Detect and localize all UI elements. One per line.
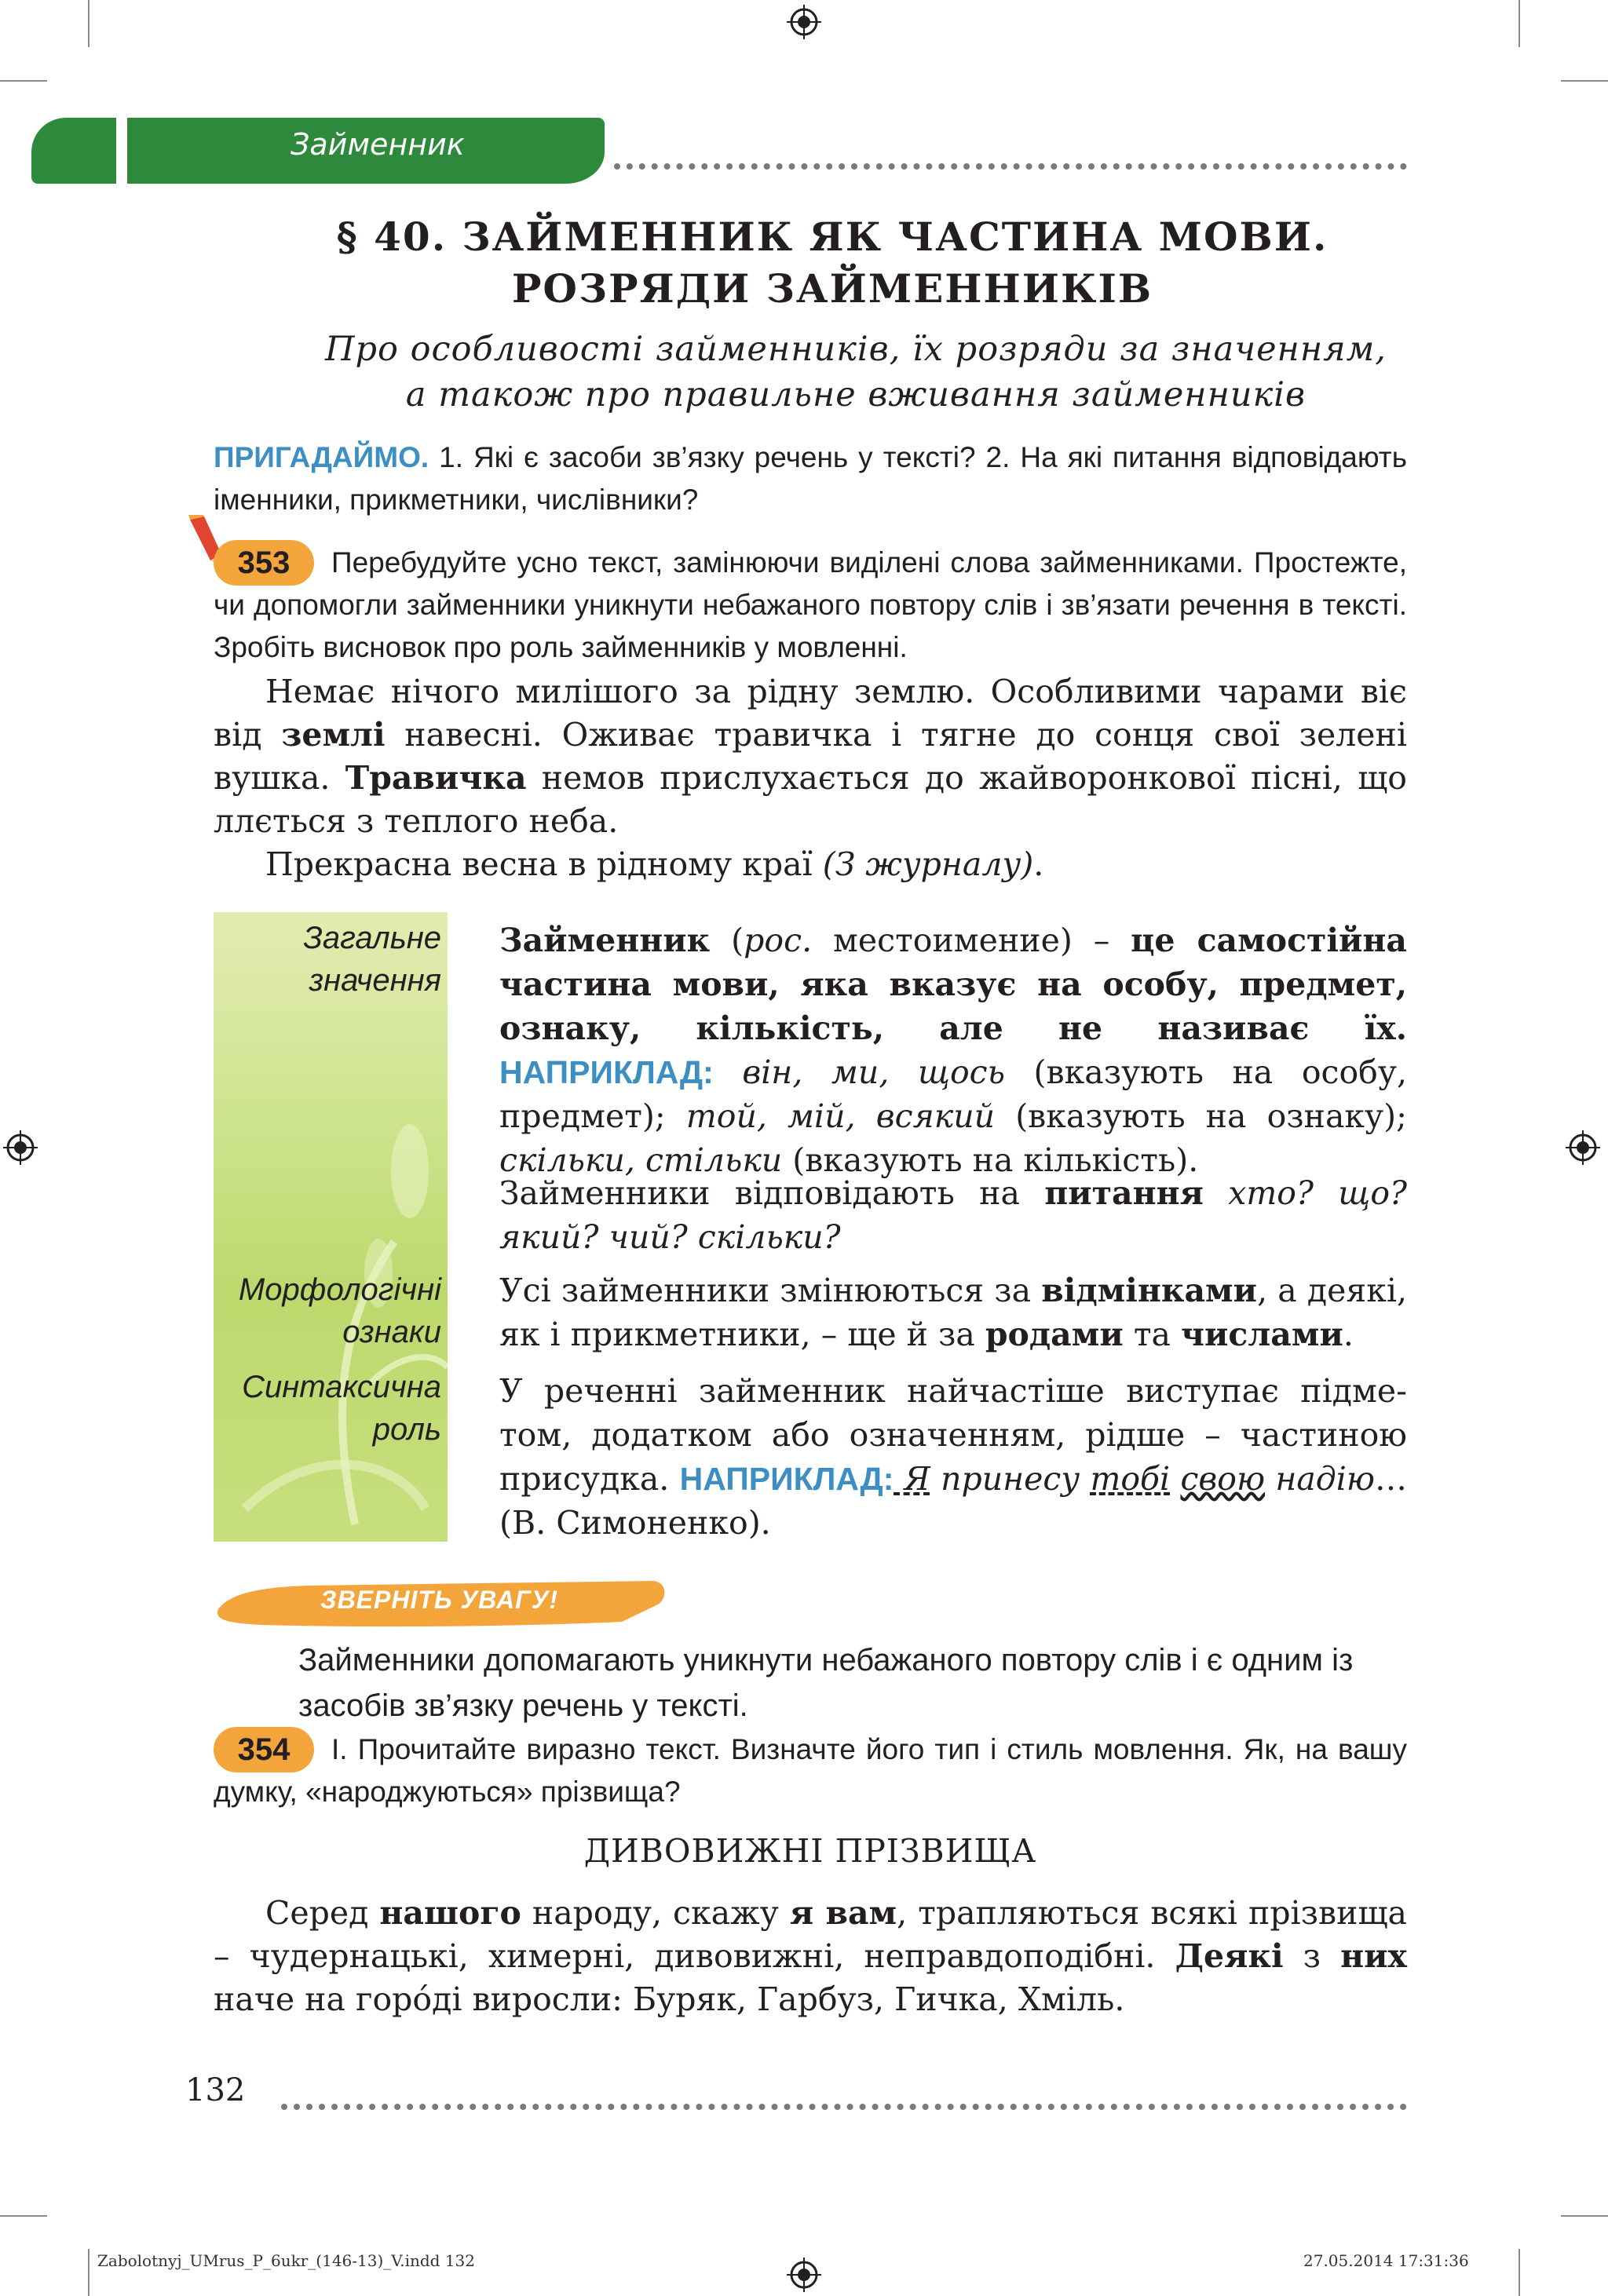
- text-fragment: рос.: [744, 922, 813, 959]
- label-line: Морфологічні: [238, 1272, 441, 1307]
- header-dotted-rule: [614, 163, 1407, 170]
- source-citation: … (В. Симоненко).: [499, 1460, 1407, 1542]
- example-words: надію: [1265, 1460, 1375, 1498]
- attention-text: Займенники допомагають уникнути небажаного повтору слів і є одним із засобів зв’язку речень у тексті.: [298, 1643, 1354, 1723]
- header-band-divider: [116, 118, 127, 184]
- footer-dotted-rule: [281, 2104, 1407, 2110]
- highlighted-word: землі: [281, 716, 386, 754]
- attention-label: ЗВЕРНІТЬ УВАГУ!: [320, 1586, 559, 1614]
- text-fragment: Серед: [265, 1894, 380, 1932]
- crop-mark: [0, 80, 47, 82]
- crop-mark: [1518, 0, 1520, 47]
- crop-mark: [88, 0, 90, 47]
- rule-label-syntax: [214, 1366, 441, 1451]
- highlighted-word: питання: [1044, 1174, 1204, 1212]
- crop-mark: [1561, 80, 1608, 82]
- page-title-line1: § 40. ЗАЙМЕННИК ЯК ЧАСТИНА МОВИ.: [336, 214, 1328, 260]
- rule-label-meaning: [214, 917, 441, 1002]
- text-fragment: (вказують на ознаку);: [995, 1097, 1407, 1135]
- text-fragment: народу, скажу: [521, 1894, 790, 1932]
- intro-line2: а також про правильне вживання займенників: [405, 375, 1306, 414]
- text-fragment: (вказують на особу, предмет);: [499, 1053, 1407, 1135]
- highlighted-word: числами: [1180, 1316, 1343, 1353]
- exercise-353-task: Перебудуйте усно текст, замінюючи виділені слова займенниками. Простежте, чи допомогли займенники уникнути небажаного повтору слів і зв’язати речення в тексті. Зробіть висновок про роль займенників у мовленні.: [214, 546, 1407, 663]
- highlighted-word: нашого: [379, 1894, 521, 1932]
- highlighted-word: Травичка: [345, 759, 527, 797]
- exercise-number-badge: 353: [214, 540, 314, 586]
- example-attribute: свою: [1180, 1460, 1266, 1498]
- text-heading: ДИВОВИЖНІ ПРІЗВИЩА: [583, 1832, 1037, 1870]
- highlighted-word: Деякі: [1175, 1937, 1284, 1975]
- label-line: Синтаксична: [242, 1370, 441, 1404]
- highlighted-word: відмінками: [1041, 1272, 1258, 1309]
- registration-mark-icon: [787, 5, 821, 39]
- text-fragment: местоимение) –: [812, 922, 1131, 959]
- definition-term: Займенник: [499, 922, 711, 959]
- text-fragment: (вказують на кількість).: [782, 1141, 1199, 1179]
- text-fragment: У реченні займенник найчастіше виступає підметом, додатком або означенням, рідше – частиною присудка.: [499, 1372, 1407, 1498]
- highlighted-word: я вам: [789, 1894, 897, 1932]
- label-line: ознаки: [342, 1315, 441, 1349]
- text-fragment: .: [1033, 845, 1044, 883]
- definition-text: це самостійна частина мови, яка вказує на особу, предмет, ознаку, кількість, але не називає їх.: [499, 922, 1407, 1047]
- recall-text: 1. Які є засоби зв’язку речень у тексті? 2. На які питання відповідають іменники, прикметники, числівники?: [214, 441, 1407, 516]
- example-words: принесу: [930, 1460, 1091, 1498]
- exercise-number-badge: 354: [214, 1727, 314, 1772]
- example-subject: Я: [894, 1460, 930, 1498]
- example-words: він, ми, щось: [713, 1053, 1005, 1091]
- section-label: Займенник: [291, 127, 465, 162]
- footer-timestamp: 27.05.2014 17:31:36: [1303, 2251, 1469, 2270]
- intro-line1: Про особливості займенників, їх розряди за значенням,: [325, 330, 1387, 369]
- text-fragment: та: [1123, 1316, 1181, 1353]
- exercise-353-text: [214, 670, 1407, 843]
- source-citation: (З журналу): [822, 845, 1034, 883]
- text-fragment: Немає нічого милішого за рідну землю. Особливими чарами віє від: [214, 673, 1407, 754]
- text-fragment: , а деякі, як і прикметники, – ще й за: [499, 1272, 1407, 1353]
- page-number: 132: [185, 2072, 246, 2108]
- crop-mark: [0, 2215, 47, 2217]
- label-line: роль: [372, 1412, 441, 1447]
- text-fragment: (: [710, 922, 744, 959]
- text-fragment: [1170, 1460, 1180, 1498]
- crop-mark: [88, 2249, 90, 2296]
- recall-label: ПРИГАДАЙМО.: [214, 441, 429, 473]
- example-words: той, мій, всякий: [665, 1097, 996, 1135]
- exercise-353-source-line: [214, 843, 1407, 886]
- exercise-354-text: [214, 1892, 1407, 2021]
- text-fragment: .: [1343, 1316, 1354, 1353]
- text-fragment: Прекрасна весна в рідному краї: [265, 845, 823, 883]
- highlighted-word: родами: [985, 1316, 1124, 1353]
- exercise-354-task: І. Прочитайте виразно текст. Визначте його тип і стиль мовлення. Як, на вашу думку, «народжуються» прізвища?: [214, 1733, 1407, 1808]
- crop-mark: [1518, 2249, 1520, 2296]
- rule-definition: [499, 918, 1407, 1182]
- example-words: скільки, стільки: [499, 1141, 783, 1179]
- text-fragment: Усі займенники змінюються за: [499, 1272, 1042, 1309]
- text-fragment: немов прислухається до жайворонкової пісні, що ллється з теплого неба.: [214, 759, 1407, 840]
- registration-mark-icon: [3, 1130, 38, 1165]
- registration-mark-icon: [1566, 1130, 1600, 1165]
- text-fragment: навесні. Оживає травичка і тягне до сонця свої зелені вушка.: [214, 716, 1407, 797]
- rule-morphology: [499, 1268, 1407, 1356]
- text-fragment: наче на горóді виросли: Буряк, Гарбуз, Гичка, Хміль.: [214, 1980, 1125, 2018]
- example-label: НАПРИКЛАД:: [499, 1054, 714, 1090]
- label-line: Загальне: [303, 921, 441, 955]
- question-words: хто? що? який? чий? скільки?: [499, 1174, 1407, 1256]
- page-title-line2: РОЗРЯДИ ЗАЙМЕННИКІВ: [511, 265, 1153, 312]
- highlighted-word: них: [1340, 1937, 1407, 1975]
- rule-label-morphology: [214, 1268, 441, 1353]
- example-label: НАПРИКЛАД:: [679, 1461, 894, 1497]
- text-fragment: , трапляються всякі прізвища – чудернацькі, химерні, дивовижні, неправдоподібні.: [214, 1894, 1408, 1975]
- rule-questions: [499, 1171, 1407, 1259]
- rule-syntax: [499, 1369, 1407, 1545]
- text-fragment: Займенники відповідають на: [499, 1174, 1045, 1212]
- footer-filename: Zabolotnyj_UMrus_P_6ukr_(146-13)_V.indd 132: [97, 2251, 476, 2270]
- text-fragment: з: [1283, 1937, 1341, 1975]
- crop-mark: [1561, 2215, 1608, 2217]
- label-line: значення: [309, 963, 441, 998]
- registration-mark-icon: [787, 2258, 821, 2292]
- example-object: тобі: [1090, 1460, 1171, 1498]
- recall-paragraph: [214, 436, 1407, 521]
